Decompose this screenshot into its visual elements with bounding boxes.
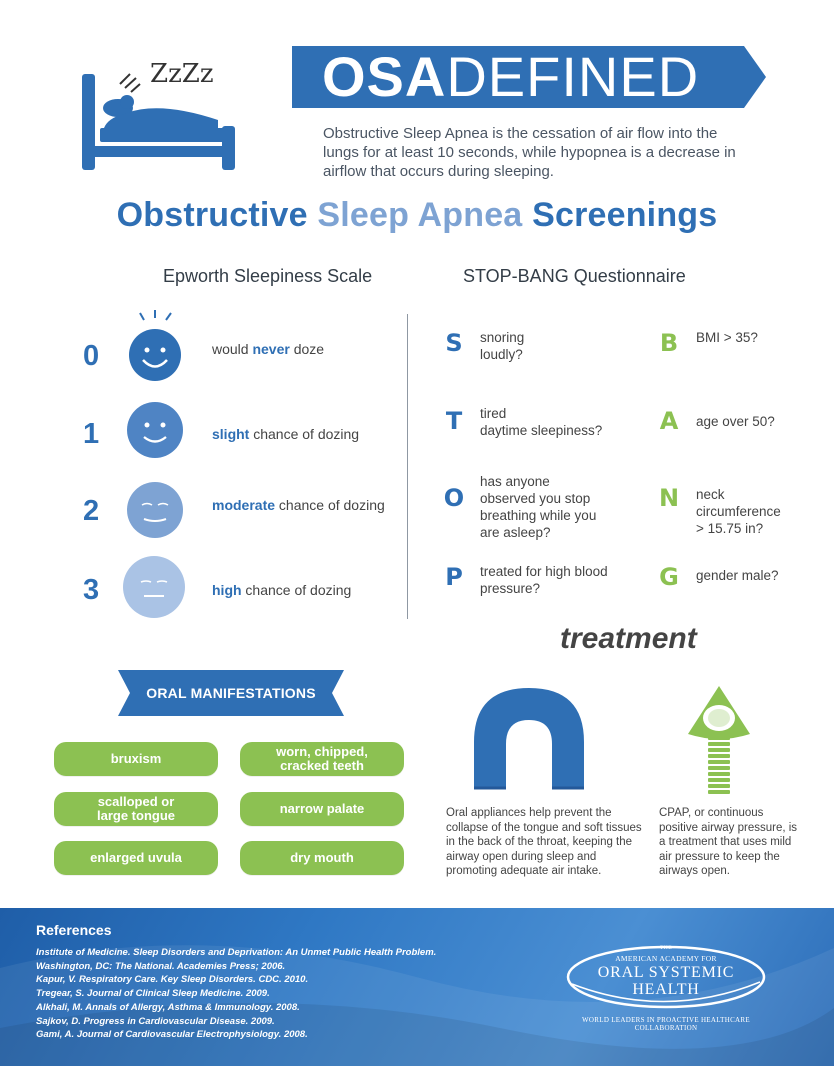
- reference-item: Gami, A. Journal of Cardiovascular Electrophysiology. 2008.: [36, 1029, 308, 1041]
- stopbang-question: neck circumference > 15.75 in?: [696, 487, 781, 536]
- oral-appliance-description: Oral appliances help prevent the collapse of the tongue and soft tissues in the back of the throat, keeping the airway open during sleep and promoting adequate air intake.: [446, 807, 642, 877]
- epworth-score: 2: [83, 495, 100, 527]
- stopbang-question: age over 50?: [696, 414, 775, 429]
- stopbang-heading: STOP-BANG Questionnaire: [463, 266, 686, 286]
- reference-item: Washington, DC: The National. Academies Press; 2006.: [36, 960, 286, 972]
- epworth-description: slight chance of dozing: [212, 426, 360, 442]
- reference-item: Sajkov, D. Progress in Cardiovascular Disease. 2009.: [36, 1015, 275, 1027]
- reference-item: Tregear, S. Journal of Clinical Sleep Medicine. 2009.: [36, 988, 270, 1000]
- stopbang-question: BMI > 35?: [696, 330, 758, 345]
- epworth-score: 0: [83, 340, 100, 372]
- sleepy-face-icon: [122, 555, 186, 619]
- stopbang-question: snoring loudly?: [480, 330, 525, 362]
- title-light: DEFINED: [446, 45, 700, 108]
- stopbang-question: tired daytime sleepiness?: [480, 406, 603, 438]
- stopbang-question: gender male?: [696, 568, 779, 583]
- stopbang-letter: P: [445, 563, 463, 591]
- stopbang-letter: T: [445, 407, 463, 435]
- logo-subtitle: AMERICAN ACADEMY FOR: [615, 954, 717, 963]
- manifestation-pill: worn, chipped, cracked teeth: [240, 742, 404, 776]
- stopbang-letter: S: [445, 329, 463, 357]
- manifestation-pill: enlarged uvula: [54, 841, 218, 875]
- logo-tagline: WORLD LEADERS IN PROACTIVE HEALTHCARE COLLABORATION: [582, 1016, 750, 1032]
- references-list: [36, 946, 436, 1042]
- reference-item: Alkhali, M. Annals of Allergy, Asthma & Immunology. 2008.: [36, 1001, 300, 1013]
- stopbang-question: treated for high blood pressure?: [480, 564, 608, 596]
- awake-face-icon: [126, 401, 186, 461]
- column-divider: [407, 314, 408, 619]
- epworth-description: high chance of dozing: [212, 582, 352, 598]
- cpap-mask-icon: [684, 684, 754, 800]
- epworth-score: 3: [83, 574, 100, 606]
- reference-item: Institute of Medicine. Sleep Disorders and Deprivation: An Unmet Public Health Problem.: [36, 947, 437, 958]
- logo-the: THE: [659, 945, 673, 951]
- sleeping-bed-icon: [78, 44, 248, 174]
- cpap-description: CPAP, or continuous positive airway pressure, is a treatment that uses mild air pressure to keep the airways open.: [659, 807, 798, 877]
- epworth-heading: Epworth Sleepiness Scale: [163, 266, 373, 286]
- stopbang-letter: O: [443, 484, 465, 512]
- screenings-title: Obstructive Sleep Apnea Screenings: [116, 196, 718, 234]
- epworth-description: moderate chance of dozing: [212, 497, 385, 513]
- reference-item: Kapur, V. Respiratory Care. Key Sleep Disorders. CDC. 2010.: [36, 974, 309, 986]
- title-bold: OSA: [322, 45, 447, 108]
- manifestation-pill: scalloped or large tongue: [54, 792, 218, 826]
- logo-name: ORAL SYSTEMIC HEALTH: [597, 964, 735, 998]
- references-heading: References: [36, 922, 112, 938]
- osa-definition: Obstructive Sleep Apnea is the cessation of air flow into the lungs for at least 10 seconds, while hypopnea is a decrease in airflow that occurs during sleeping.: [323, 125, 736, 180]
- page-title: [322, 45, 700, 108]
- oral-appliance-icon: [470, 684, 588, 792]
- epworth-description: would never doze: [212, 341, 325, 357]
- stopbang-letter: A: [659, 407, 679, 435]
- svg-text:ZzZz: ZzZz: [150, 59, 214, 89]
- stopbang-question: has anyone observed you stop breathing while you are asleep?: [480, 474, 597, 540]
- treatment-heading: treatment: [560, 622, 697, 655]
- manifestation-pill: dry mouth: [240, 841, 404, 875]
- oral-manifestations-heading: ORAL MANIFESTATIONS: [146, 685, 316, 701]
- wide-awake-face-icon: [126, 310, 186, 384]
- drowsy-face-icon: [126, 481, 186, 541]
- stopbang-letter: G: [659, 563, 679, 591]
- manifestation-pill: narrow palate: [240, 792, 404, 826]
- manifestation-pill: bruxism: [54, 742, 218, 776]
- stopbang-letter: N: [658, 484, 680, 512]
- stopbang-letter: B: [659, 329, 679, 357]
- epworth-score: 1: [83, 418, 100, 450]
